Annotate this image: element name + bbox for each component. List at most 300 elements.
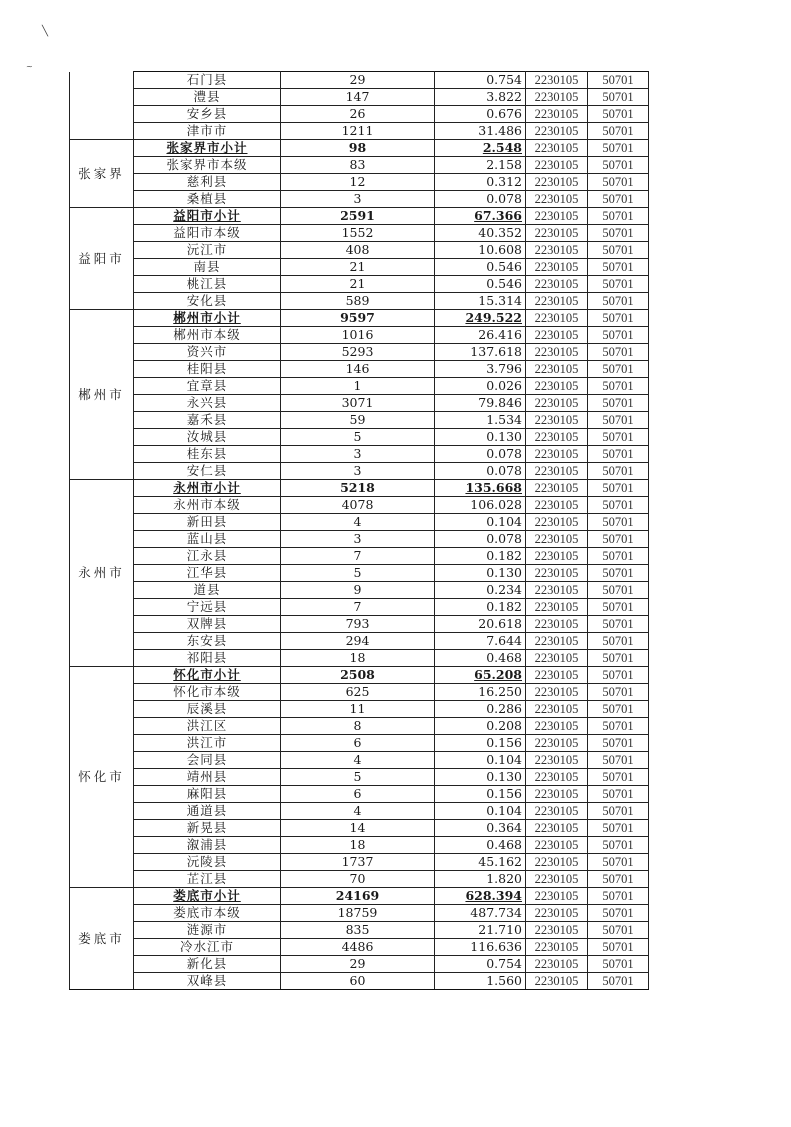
function-code-cell: 2230105 xyxy=(526,667,588,684)
district-name-cell: 安仁县 xyxy=(134,463,281,480)
table-row xyxy=(70,514,649,531)
economic-code-cell: 50701 xyxy=(588,72,649,89)
amount-cell: 1.534 xyxy=(435,412,526,429)
economic-code-cell: 50701 xyxy=(588,582,649,599)
economic-code-cell: 50701 xyxy=(588,854,649,871)
count-cell: 3071 xyxy=(281,395,435,412)
amount-cell: 1.820 xyxy=(435,871,526,888)
table-row xyxy=(70,786,649,803)
count-cell: 21 xyxy=(281,259,435,276)
district-name-cell: 娄底市小计 xyxy=(134,888,281,905)
economic-code-cell: 50701 xyxy=(588,157,649,174)
district-name-cell: 蓝山县 xyxy=(134,531,281,548)
economic-code-cell: 50701 xyxy=(588,820,649,837)
table-row xyxy=(70,939,649,956)
count-cell: 3 xyxy=(281,463,435,480)
economic-code-cell: 50701 xyxy=(588,718,649,735)
function-code-cell: 2230105 xyxy=(526,225,588,242)
district-name-cell: 道县 xyxy=(134,582,281,599)
count-cell: 625 xyxy=(281,684,435,701)
district-name-cell: 永兴县 xyxy=(134,395,281,412)
function-code-cell: 2230105 xyxy=(526,259,588,276)
function-code-cell: 2230105 xyxy=(526,446,588,463)
amount-cell: 116.636 xyxy=(435,939,526,956)
table-row xyxy=(70,905,649,922)
amount-cell: 0.364 xyxy=(435,820,526,837)
count-cell: 147 xyxy=(281,89,435,106)
function-code-cell: 2230105 xyxy=(526,123,588,140)
function-code-cell: 2230105 xyxy=(526,837,588,854)
amount-cell: 0.104 xyxy=(435,803,526,820)
district-name-cell: 永州市小计 xyxy=(134,480,281,497)
function-code-cell: 2230105 xyxy=(526,140,588,157)
district-name-cell: 石门县 xyxy=(134,72,281,89)
economic-code-cell: 50701 xyxy=(588,446,649,463)
function-code-cell: 2230105 xyxy=(526,276,588,293)
function-code-cell: 2230105 xyxy=(526,106,588,123)
district-name-cell: 永州市本级 xyxy=(134,497,281,514)
table-row xyxy=(70,752,649,769)
economic-code-cell: 50701 xyxy=(588,650,649,667)
economic-code-cell: 50701 xyxy=(588,123,649,140)
amount-cell: 10.608 xyxy=(435,242,526,259)
function-code-cell: 2230105 xyxy=(526,684,588,701)
function-code-cell: 2230105 xyxy=(526,769,588,786)
district-name-cell: 涟源市 xyxy=(134,922,281,939)
economic-code-cell: 50701 xyxy=(588,837,649,854)
function-code-cell: 2230105 xyxy=(526,752,588,769)
table-row xyxy=(70,582,649,599)
count-cell: 98 xyxy=(281,140,435,157)
count-cell: 3 xyxy=(281,191,435,208)
region-cell: 怀化市 xyxy=(70,667,134,888)
amount-cell: 0.156 xyxy=(435,735,526,752)
subtotal-row xyxy=(70,480,649,497)
amount-cell: 26.416 xyxy=(435,327,526,344)
amount-cell: 0.078 xyxy=(435,191,526,208)
economic-code-cell: 50701 xyxy=(588,463,649,480)
count-cell: 7 xyxy=(281,548,435,565)
economic-code-cell: 50701 xyxy=(588,667,649,684)
economic-code-cell: 50701 xyxy=(588,344,649,361)
amount-cell: 0.546 xyxy=(435,259,526,276)
count-cell: 5293 xyxy=(281,344,435,361)
amount-cell: 7.644 xyxy=(435,633,526,650)
scan-speck: ╲ xyxy=(42,26,49,37)
amount-cell: 0.182 xyxy=(435,548,526,565)
subtotal-row xyxy=(70,140,649,157)
count-cell: 29 xyxy=(281,72,435,89)
economic-code-cell: 50701 xyxy=(588,956,649,973)
district-name-cell: 安化县 xyxy=(134,293,281,310)
function-code-cell: 2230105 xyxy=(526,939,588,956)
table-row xyxy=(70,463,649,480)
count-cell: 3 xyxy=(281,446,435,463)
count-cell: 589 xyxy=(281,293,435,310)
district-name-cell: 南县 xyxy=(134,259,281,276)
count-cell: 60 xyxy=(281,973,435,990)
amount-cell: 0.130 xyxy=(435,429,526,446)
district-name-cell: 双牌县 xyxy=(134,616,281,633)
region-cell xyxy=(70,72,134,140)
district-name-cell: 芷江县 xyxy=(134,871,281,888)
count-cell: 26 xyxy=(281,106,435,123)
function-code-cell: 2230105 xyxy=(526,344,588,361)
amount-cell: 0.078 xyxy=(435,531,526,548)
district-name-cell: 新晃县 xyxy=(134,820,281,837)
table-row xyxy=(70,803,649,820)
district-name-cell: 沅江市 xyxy=(134,242,281,259)
economic-code-cell: 50701 xyxy=(588,497,649,514)
function-code-cell: 2230105 xyxy=(526,582,588,599)
amount-cell: 0.130 xyxy=(435,769,526,786)
count-cell: 70 xyxy=(281,871,435,888)
count-cell: 11 xyxy=(281,701,435,718)
district-name-cell: 益阳市小计 xyxy=(134,208,281,225)
amount-cell: 15.314 xyxy=(435,293,526,310)
subtotal-row xyxy=(70,310,649,327)
count-cell: 4078 xyxy=(281,497,435,514)
district-name-cell: 会同县 xyxy=(134,752,281,769)
function-code-cell: 2230105 xyxy=(526,191,588,208)
table-row xyxy=(70,837,649,854)
district-name-cell: 张家界市小计 xyxy=(134,140,281,157)
amount-cell: 0.234 xyxy=(435,582,526,599)
amount-cell: 0.078 xyxy=(435,463,526,480)
economic-code-cell: 50701 xyxy=(588,361,649,378)
function-code-cell: 2230105 xyxy=(526,208,588,225)
count-cell: 4486 xyxy=(281,939,435,956)
table-row xyxy=(70,191,649,208)
count-cell: 1552 xyxy=(281,225,435,242)
function-code-cell: 2230105 xyxy=(526,888,588,905)
function-code-cell: 2230105 xyxy=(526,854,588,871)
economic-code-cell: 50701 xyxy=(588,310,649,327)
district-name-cell: 新田县 xyxy=(134,514,281,531)
count-cell: 59 xyxy=(281,412,435,429)
district-name-cell: 江华县 xyxy=(134,565,281,582)
district-name-cell: 洪江市 xyxy=(134,735,281,752)
amount-cell: 0.078 xyxy=(435,446,526,463)
district-name-cell: 怀化市小计 xyxy=(134,667,281,684)
function-code-cell: 2230105 xyxy=(526,871,588,888)
amount-cell: 45.162 xyxy=(435,854,526,871)
region-cell: 张家界 xyxy=(70,140,134,208)
amount-cell: 0.026 xyxy=(435,378,526,395)
function-code-cell: 2230105 xyxy=(526,548,588,565)
table-row xyxy=(70,871,649,888)
amount-cell: 0.104 xyxy=(435,514,526,531)
economic-code-cell: 50701 xyxy=(588,701,649,718)
table-body xyxy=(70,72,649,990)
count-cell: 6 xyxy=(281,786,435,803)
count-cell: 1 xyxy=(281,378,435,395)
economic-code-cell: 50701 xyxy=(588,174,649,191)
table-row xyxy=(70,242,649,259)
amount-cell: 0.468 xyxy=(435,837,526,854)
count-cell: 835 xyxy=(281,922,435,939)
economic-code-cell: 50701 xyxy=(588,565,649,582)
region-cell: 娄底市 xyxy=(70,888,134,990)
amount-cell: 3.796 xyxy=(435,361,526,378)
amount-cell: 1.560 xyxy=(435,973,526,990)
table-row xyxy=(70,973,649,990)
table-row xyxy=(70,769,649,786)
count-cell: 5218 xyxy=(281,480,435,497)
amount-cell: 16.250 xyxy=(435,684,526,701)
count-cell: 21 xyxy=(281,276,435,293)
amount-cell: 65.208 xyxy=(435,667,526,684)
amount-cell: 0.286 xyxy=(435,701,526,718)
amount-cell: 137.618 xyxy=(435,344,526,361)
district-name-cell: 祁阳县 xyxy=(134,650,281,667)
function-code-cell: 2230105 xyxy=(526,310,588,327)
district-name-cell: 靖州县 xyxy=(134,769,281,786)
district-name-cell: 慈利县 xyxy=(134,174,281,191)
table-row xyxy=(70,548,649,565)
count-cell: 2591 xyxy=(281,208,435,225)
amount-cell: 79.846 xyxy=(435,395,526,412)
economic-code-cell: 50701 xyxy=(588,89,649,106)
table-row xyxy=(70,259,649,276)
count-cell: 9 xyxy=(281,582,435,599)
scan-speck: ~ xyxy=(26,62,33,71)
district-name-cell: 桂阳县 xyxy=(134,361,281,378)
count-cell: 83 xyxy=(281,157,435,174)
district-name-cell: 东安县 xyxy=(134,633,281,650)
count-cell: 5 xyxy=(281,565,435,582)
economic-code-cell: 50701 xyxy=(588,548,649,565)
count-cell: 14 xyxy=(281,820,435,837)
district-name-cell: 张家界市本级 xyxy=(134,157,281,174)
function-code-cell: 2230105 xyxy=(526,429,588,446)
function-code-cell: 2230105 xyxy=(526,565,588,582)
function-code-cell: 2230105 xyxy=(526,956,588,973)
count-cell: 12 xyxy=(281,174,435,191)
amount-cell: 0.676 xyxy=(435,106,526,123)
function-code-cell: 2230105 xyxy=(526,718,588,735)
district-name-cell: 洪江区 xyxy=(134,718,281,735)
function-code-cell: 2230105 xyxy=(526,242,588,259)
economic-code-cell: 50701 xyxy=(588,140,649,157)
function-code-cell: 2230105 xyxy=(526,480,588,497)
amount-cell: 0.182 xyxy=(435,599,526,616)
amount-cell: 106.028 xyxy=(435,497,526,514)
district-name-cell: 嘉禾县 xyxy=(134,412,281,429)
count-cell: 29 xyxy=(281,956,435,973)
amount-cell: 0.130 xyxy=(435,565,526,582)
function-code-cell: 2230105 xyxy=(526,803,588,820)
function-code-cell: 2230105 xyxy=(526,616,588,633)
function-code-cell: 2230105 xyxy=(526,157,588,174)
economic-code-cell: 50701 xyxy=(588,395,649,412)
region-cell: 益阳市 xyxy=(70,208,134,310)
economic-code-cell: 50701 xyxy=(588,769,649,786)
function-code-cell: 2230105 xyxy=(526,922,588,939)
count-cell: 408 xyxy=(281,242,435,259)
economic-code-cell: 50701 xyxy=(588,412,649,429)
table-row xyxy=(70,497,649,514)
function-code-cell: 2230105 xyxy=(526,361,588,378)
function-code-cell: 2230105 xyxy=(526,973,588,990)
table-row xyxy=(70,565,649,582)
function-code-cell: 2230105 xyxy=(526,786,588,803)
economic-code-cell: 50701 xyxy=(588,599,649,616)
function-code-cell: 2230105 xyxy=(526,378,588,395)
district-name-cell: 郴州市小计 xyxy=(134,310,281,327)
subtotal-row xyxy=(70,208,649,225)
table-row xyxy=(70,344,649,361)
function-code-cell: 2230105 xyxy=(526,514,588,531)
function-code-cell: 2230105 xyxy=(526,89,588,106)
table-row xyxy=(70,106,649,123)
allocation-table xyxy=(69,71,649,990)
district-name-cell: 汝城县 xyxy=(134,429,281,446)
economic-code-cell: 50701 xyxy=(588,684,649,701)
economic-code-cell: 50701 xyxy=(588,259,649,276)
district-name-cell: 宜章县 xyxy=(134,378,281,395)
economic-code-cell: 50701 xyxy=(588,905,649,922)
district-name-cell: 宁远县 xyxy=(134,599,281,616)
table-row xyxy=(70,225,649,242)
table-row xyxy=(70,361,649,378)
economic-code-cell: 50701 xyxy=(588,242,649,259)
count-cell: 7 xyxy=(281,599,435,616)
count-cell: 9597 xyxy=(281,310,435,327)
table-row xyxy=(70,72,649,89)
amount-cell: 31.486 xyxy=(435,123,526,140)
amount-cell: 0.156 xyxy=(435,786,526,803)
economic-code-cell: 50701 xyxy=(588,191,649,208)
economic-code-cell: 50701 xyxy=(588,429,649,446)
function-code-cell: 2230105 xyxy=(526,905,588,922)
table-row xyxy=(70,174,649,191)
amount-cell: 0.754 xyxy=(435,956,526,973)
count-cell: 5 xyxy=(281,429,435,446)
economic-code-cell: 50701 xyxy=(588,633,649,650)
table-row xyxy=(70,854,649,871)
amount-cell: 249.522 xyxy=(435,310,526,327)
count-cell: 3 xyxy=(281,531,435,548)
table-row xyxy=(70,718,649,735)
count-cell: 18 xyxy=(281,837,435,854)
amount-cell: 21.710 xyxy=(435,922,526,939)
count-cell: 18759 xyxy=(281,905,435,922)
function-code-cell: 2230105 xyxy=(526,633,588,650)
count-cell: 294 xyxy=(281,633,435,650)
economic-code-cell: 50701 xyxy=(588,871,649,888)
district-name-cell: 怀化市本级 xyxy=(134,684,281,701)
count-cell: 18 xyxy=(281,650,435,667)
amount-cell: 0.754 xyxy=(435,72,526,89)
function-code-cell: 2230105 xyxy=(526,701,588,718)
table-row xyxy=(70,412,649,429)
amount-cell: 2.548 xyxy=(435,140,526,157)
count-cell: 2508 xyxy=(281,667,435,684)
district-name-cell: 溆浦县 xyxy=(134,837,281,854)
region-cell: 郴州市 xyxy=(70,310,134,480)
count-cell: 4 xyxy=(281,514,435,531)
table-row xyxy=(70,633,649,650)
economic-code-cell: 50701 xyxy=(588,327,649,344)
function-code-cell: 2230105 xyxy=(526,293,588,310)
function-code-cell: 2230105 xyxy=(526,735,588,752)
table-row xyxy=(70,531,649,548)
subtotal-row xyxy=(70,667,649,684)
economic-code-cell: 50701 xyxy=(588,803,649,820)
economic-code-cell: 50701 xyxy=(588,225,649,242)
district-name-cell: 桑植县 xyxy=(134,191,281,208)
function-code-cell: 2230105 xyxy=(526,174,588,191)
function-code-cell: 2230105 xyxy=(526,599,588,616)
economic-code-cell: 50701 xyxy=(588,922,649,939)
function-code-cell: 2230105 xyxy=(526,531,588,548)
table-row xyxy=(70,684,649,701)
amount-cell: 0.104 xyxy=(435,752,526,769)
count-cell: 8 xyxy=(281,718,435,735)
count-cell: 1211 xyxy=(281,123,435,140)
economic-code-cell: 50701 xyxy=(588,735,649,752)
function-code-cell: 2230105 xyxy=(526,327,588,344)
amount-cell: 0.546 xyxy=(435,276,526,293)
economic-code-cell: 50701 xyxy=(588,531,649,548)
function-code-cell: 2230105 xyxy=(526,497,588,514)
amount-cell: 0.468 xyxy=(435,650,526,667)
function-code-cell: 2230105 xyxy=(526,412,588,429)
table-row xyxy=(70,599,649,616)
count-cell: 5 xyxy=(281,769,435,786)
economic-code-cell: 50701 xyxy=(588,276,649,293)
district-name-cell: 津市市 xyxy=(134,123,281,140)
amount-cell: 135.668 xyxy=(435,480,526,497)
amount-cell: 0.208 xyxy=(435,718,526,735)
economic-code-cell: 50701 xyxy=(588,106,649,123)
district-name-cell: 麻阳县 xyxy=(134,786,281,803)
district-name-cell: 郴州市本级 xyxy=(134,327,281,344)
amount-cell: 40.352 xyxy=(435,225,526,242)
table-row xyxy=(70,446,649,463)
district-name-cell: 沅陵县 xyxy=(134,854,281,871)
economic-code-cell: 50701 xyxy=(588,888,649,905)
economic-code-cell: 50701 xyxy=(588,208,649,225)
table-row xyxy=(70,157,649,174)
amount-cell: 2.158 xyxy=(435,157,526,174)
economic-code-cell: 50701 xyxy=(588,378,649,395)
amount-cell: 628.394 xyxy=(435,888,526,905)
district-name-cell: 益阳市本级 xyxy=(134,225,281,242)
economic-code-cell: 50701 xyxy=(588,514,649,531)
table-row xyxy=(70,650,649,667)
table-row xyxy=(70,276,649,293)
table-row xyxy=(70,429,649,446)
economic-code-cell: 50701 xyxy=(588,786,649,803)
count-cell: 1016 xyxy=(281,327,435,344)
amount-cell: 0.312 xyxy=(435,174,526,191)
economic-code-cell: 50701 xyxy=(588,616,649,633)
function-code-cell: 2230105 xyxy=(526,820,588,837)
district-name-cell: 娄底市本级 xyxy=(134,905,281,922)
amount-cell: 3.822 xyxy=(435,89,526,106)
district-name-cell: 资兴市 xyxy=(134,344,281,361)
function-code-cell: 2230105 xyxy=(526,650,588,667)
amount-cell: 20.618 xyxy=(435,616,526,633)
amount-cell: 487.734 xyxy=(435,905,526,922)
count-cell: 146 xyxy=(281,361,435,378)
subtotal-row xyxy=(70,888,649,905)
count-cell: 1737 xyxy=(281,854,435,871)
district-name-cell: 桃江县 xyxy=(134,276,281,293)
count-cell: 24169 xyxy=(281,888,435,905)
